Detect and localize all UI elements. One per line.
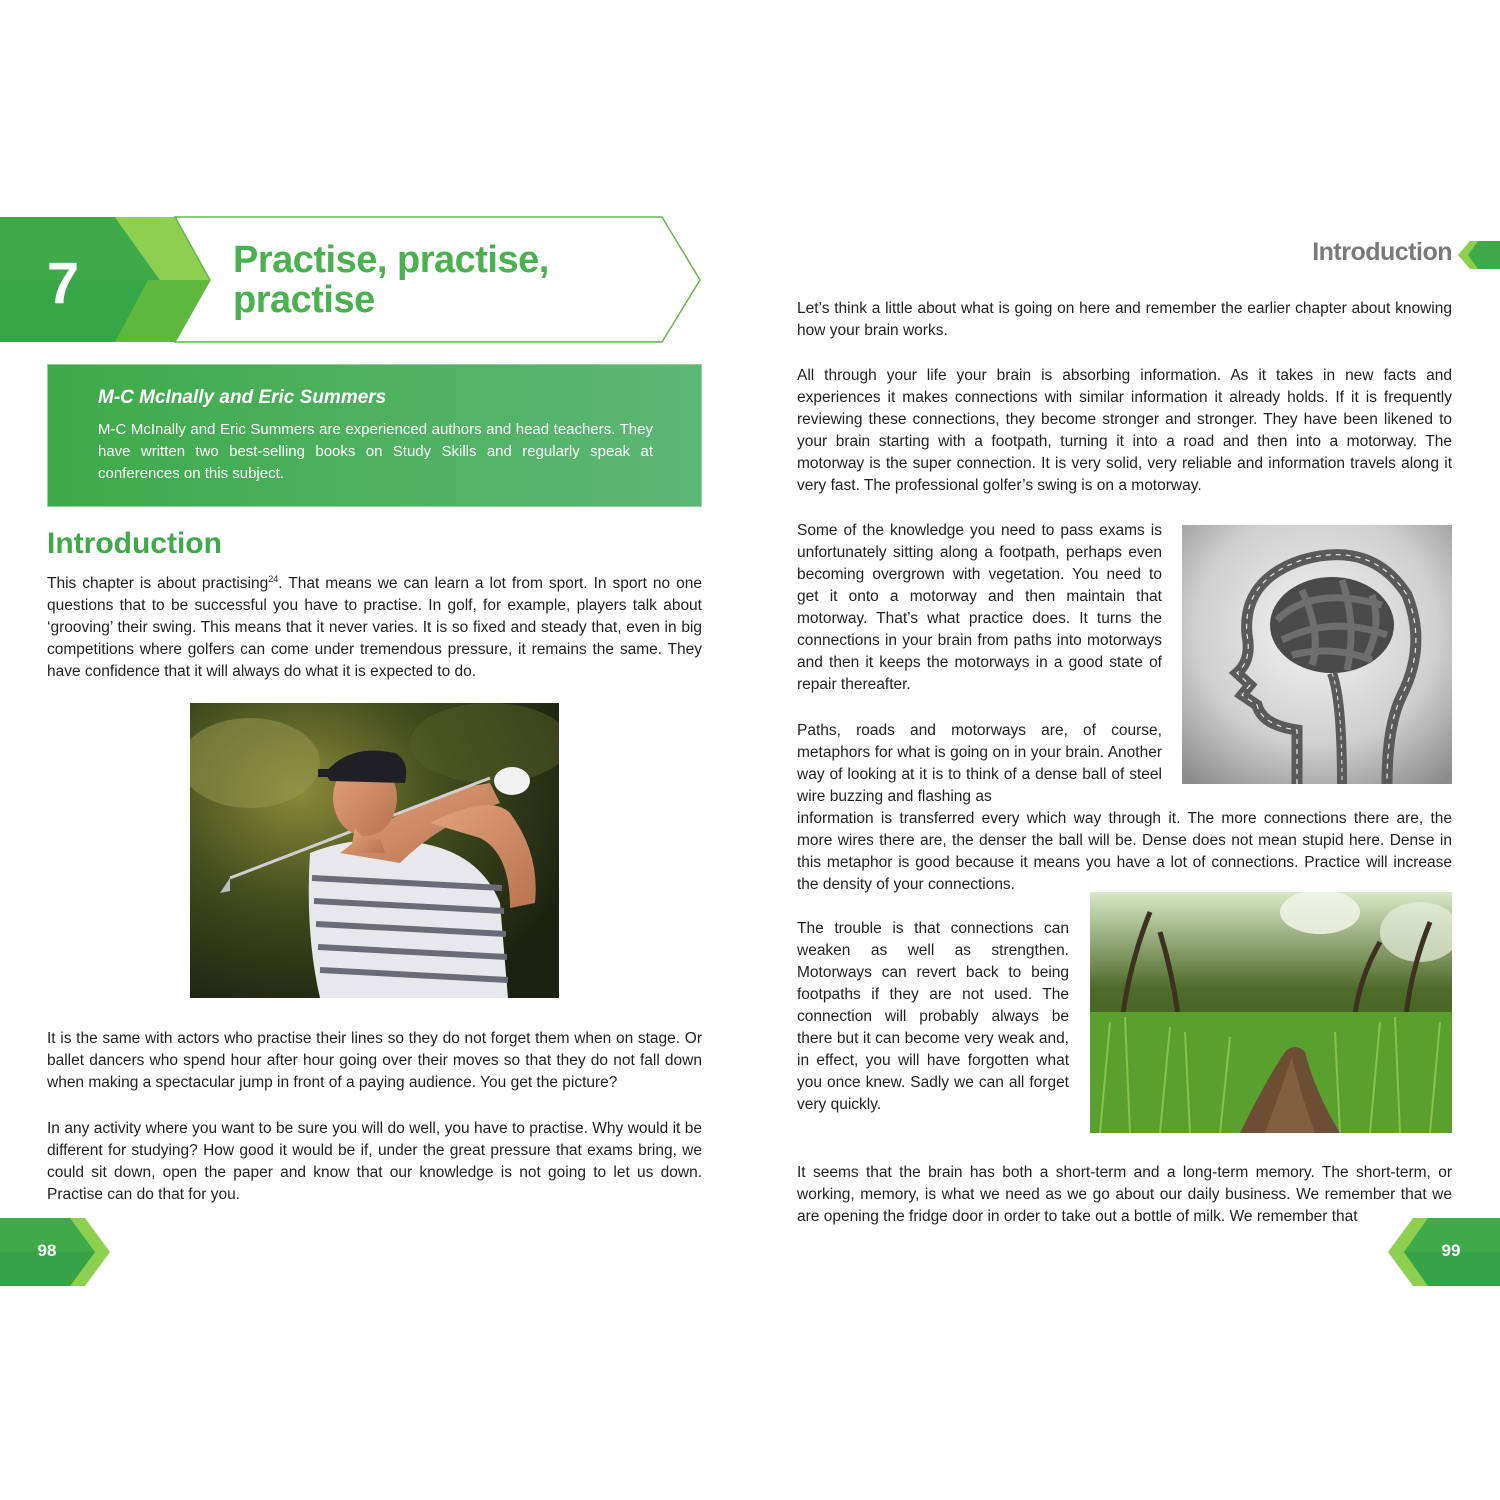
right-paragraph-3: Some of the knowledge you need to pass exams is unfortunately sitting along a footpath, perhaps even becoming overgrown with vegetation. You need to get it onto a motorway and then maintain that motorway. That’s what practice does. It turns the connections in your brain from paths into motorways and then it keeps the motorways in a good state of repair thereafter. [797,522,1162,693]
chapter-number: 7 [46,251,80,316]
right-paragraph-4-continued: information is transferred every which way through it. The more connections there are, the more wires there are, the denser the ball will be. Dense does not mean stupid here. Dense in this metaphor is good because it means you have a lot of connections. Practice will increase the density of your connections. [797,810,1452,893]
left-paragraph-3: In any activity where you want to be sure you will do well, you have to practise. Why would it be different for studying? How good it would be if, under the great pressure that exams bring, we could sit down, open the paper and know that our knowledge is not going to let us down. Practise can do that for you. [47,1120,702,1203]
author-name: M-C McInally and Eric Summers [98,387,387,408]
left-paragraph-2: It is the same with actors who practise their lines so they do not forget them when on stage. Or ballet dancers who spend hour after hour going over their moves so that they do not fall down when making a spectacular jump in front of a paying audience. You get the picture? [47,1030,702,1091]
right-paragraph-6: It seems that the brain has both a short-term and a long-term memory. The short-term, or working, memory, is what we need as we go about our daily business. We remember that we are opening the fridge door in order to take out a bottle of milk. We remember that [797,1164,1452,1225]
right-paragraph-1: Let’s think a little about what is going on here and remember the earlier chapter about knowing how your brain works. [797,300,1452,339]
left-paragraph-1-end: . That means we can learn a lot from sport. In sport no one questions that to be successful you have to practise. In golf, for example, players talk about ‘grooving’ their swing. This means that it never varies. It is so fixed and steady that, even in big competitions where golfers can come under tremendous pressure, it remains the same. They have confidence that it will always do what it is expected to do. [47,575,703,680]
right-paragraph-2: All through your life your brain is absorbing information. As it takes in new facts and experiences it makes connections with similar information it already holds. If it is frequently reviewing these connections, they become stronger and stronger. They have been likened to your brain starting with a footpath, turning it into a road and then into a motorway. The motorway is the super connection. It is very solid, very reliable and information travels along it very fast. The professional golfer’s swing is on a motorway. [797,367,1452,494]
right-paragraph-5: The trouble is that connections can weaken as well as strengthen. Motorways can revert back to being footpaths if they are not used. The connection will probably always be there but it can become very weak and, in effect, you will have forgotten what you once knew. Sadly we can all forget very quickly. [797,920,1069,1113]
running-head: Introduction [1312,238,1452,266]
author-bio: M-C McInally and Eric Summers are experienced authors and head teachers. They have written two best-selling books on Study Skills and regularly speak at conferences on this subject. [98,421,653,482]
chapter-title-line-1: Practise, practise, [233,239,549,281]
page-number-right: 99 [1441,1241,1461,1260]
footnote-marker: 24 [268,573,279,584]
chapter-title-line-2: practise [233,279,375,321]
section-heading: Introduction [47,527,222,560]
page-number-left: 98 [37,1241,57,1260]
right-paragraph-4-wrapped: Paths, roads and motorways are, of course, metaphors for what is going on in your brain. Another way of looking at it is to think of a dense ball of steel wire buzzing and flashing as [797,722,1162,805]
left-paragraph-1-start: This chapter is about practising [47,575,269,592]
